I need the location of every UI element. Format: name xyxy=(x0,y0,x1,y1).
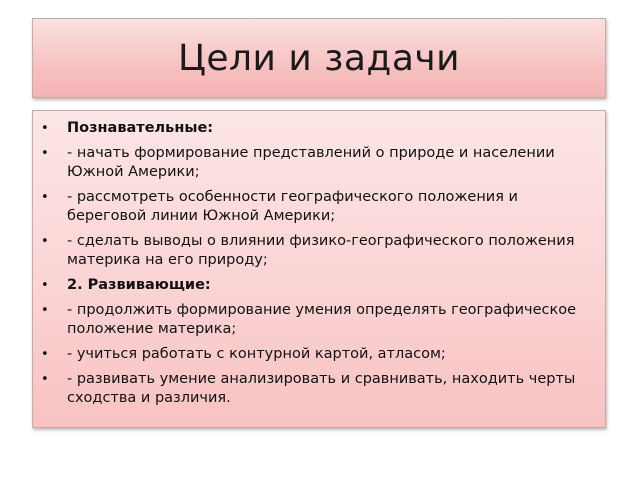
list-item xyxy=(41,370,591,408)
bullet-icon: • xyxy=(41,190,49,205)
title-box xyxy=(32,18,606,98)
bullet-icon: • xyxy=(41,146,49,161)
list-item xyxy=(41,144,591,182)
list-item-text: - учиться работать с контурной картой, атласом; xyxy=(67,346,446,362)
list-item-text: - сделать выводы о влиянии физико-географического положения материка на его природу; xyxy=(67,233,575,268)
bullet-icon: • xyxy=(41,372,49,387)
list-item xyxy=(41,301,591,339)
list-item xyxy=(41,119,591,138)
bullet-icon: • xyxy=(41,278,49,293)
bullet-list xyxy=(41,119,591,408)
list-item-text: - рассмотреть особенности географического положения и береговой линии Южной Америки; xyxy=(67,189,518,224)
list-item xyxy=(41,232,591,270)
list-item-text: - продолжить формирование умения определять географическое положение материка; xyxy=(67,302,577,337)
bullet-icon: • xyxy=(41,347,49,362)
bullet-icon: • xyxy=(41,303,49,318)
list-item-text: - развивать умение анализировать и сравнивать, находить черты сходства и различия. xyxy=(67,371,576,406)
bullet-icon: • xyxy=(41,121,49,136)
list-item-text: Познавательные: xyxy=(67,120,214,136)
list-item-text: 2. Развивающие: xyxy=(67,277,211,293)
bullet-icon: • xyxy=(41,234,49,249)
content-box xyxy=(32,110,606,428)
list-item xyxy=(41,345,591,364)
slide-title: Цели и задачи xyxy=(177,37,461,79)
list-item xyxy=(41,276,591,295)
list-item xyxy=(41,188,591,226)
list-item-text: - начать формирование представлений о природе и населении Южной Америки; xyxy=(67,145,555,180)
